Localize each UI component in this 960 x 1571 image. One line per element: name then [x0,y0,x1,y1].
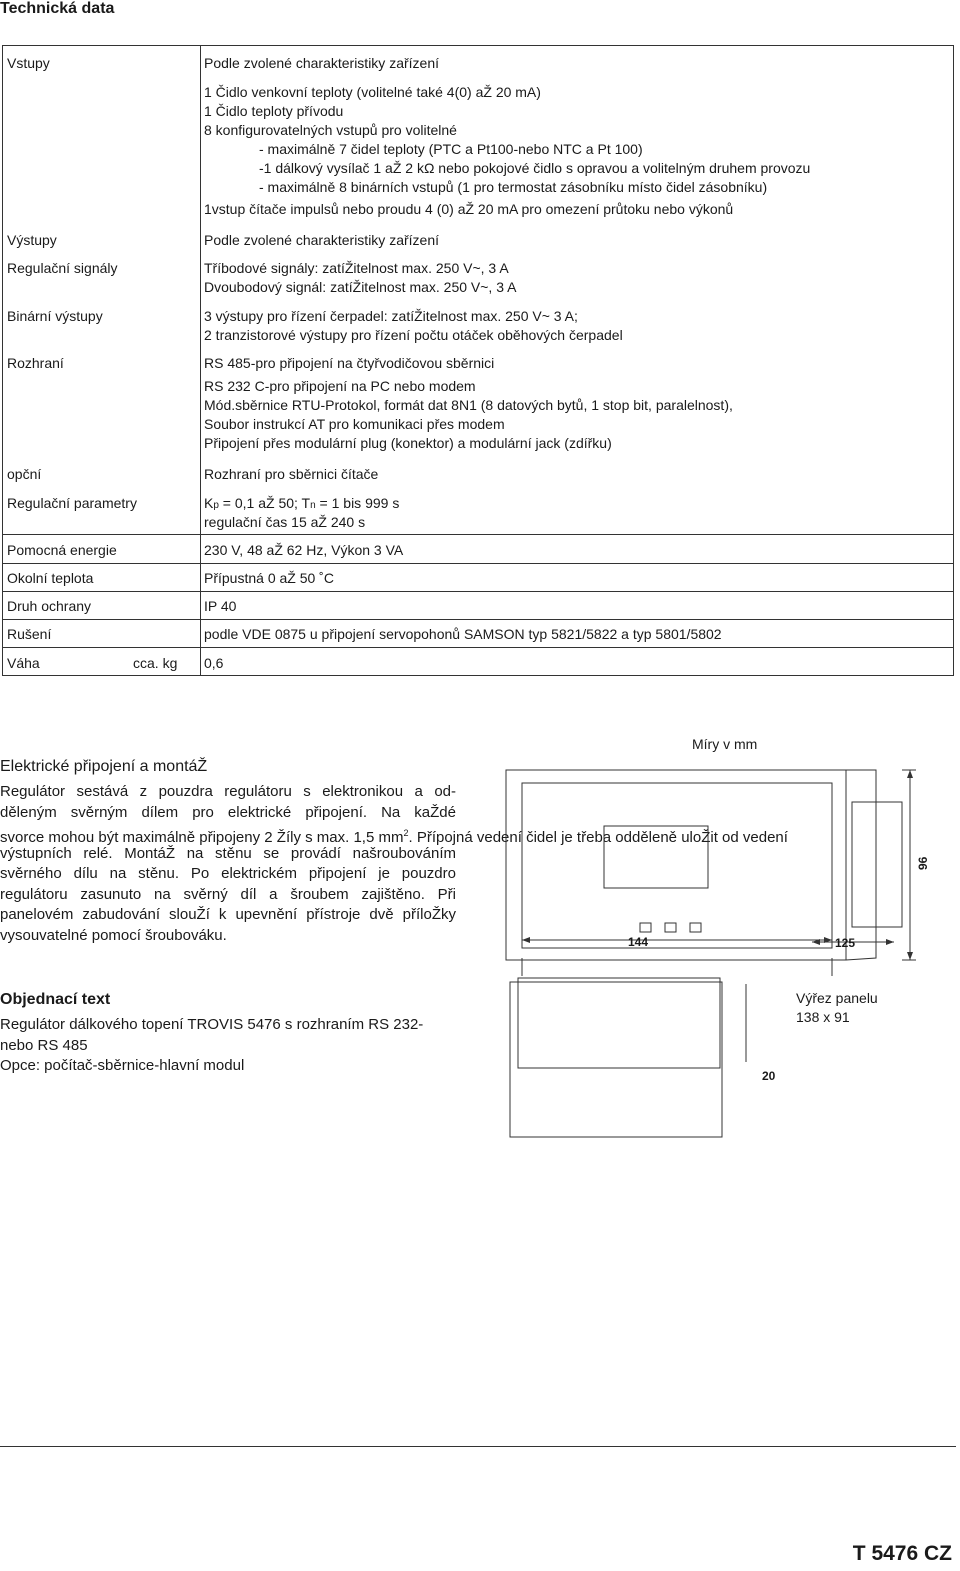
value-line: RS 232 C-pro připojení na PC nebo modem [204,378,476,394]
value-rozhrani [204,354,733,453]
label-binarni-vystupy: Binární výstupy [7,308,103,324]
paragraph-line: výstupních relé. MontáŽ na stěnu se provádí našroubováním [0,844,456,862]
front-button [640,923,651,932]
front-button [690,923,701,932]
paragraph-line: panelovém zabudování slouŽí k upevnění přístroje dvě příloŽky [0,906,456,923]
label-ruseni: Rušení [7,626,52,642]
row-divider [3,591,953,592]
display-window [604,826,708,888]
value-regulacni-parametry [204,494,399,532]
label-pomocna-energie: Pomocná energie [7,542,117,558]
label-opcni: opční [7,466,42,482]
label-regulacni-parametry: Regulační parametry [7,495,137,511]
value-line: 1vstup čítače impulsů nebo proudu 4 (0) aŽ 20 mA pro omezení průtoku nebo výkonů [204,201,734,217]
units-label: Míry v mm [692,736,758,752]
value-regulacni-signaly [204,259,516,297]
value-binarni-vystupy [204,307,623,345]
value-line: Tříbodové signály: zatíŽitelnost max. 250 V~, 3 A [204,260,509,276]
order-title: Objednací text [0,991,111,1008]
row-divider [3,563,953,564]
value-line: 8 konfigurovatelných vstupů pro volitelné [204,122,457,138]
label-rozhrani: Rozhraní [7,355,64,371]
paragraph-line-text: svorce mohou být maximálně připojeny 2 Žíly s max. 1,5 mm [0,829,404,846]
panel-rect [510,982,722,1137]
value-line: Přípustná 0 aŽ 50 ˚C [204,570,334,586]
value-line: 2 tranzistorové výstupy pro řízení počtu otáček oběhových čerpadel [204,327,623,343]
column-separator [200,46,201,675]
arrow-head [886,939,894,945]
value-vaha [204,654,223,673]
arrow-head [907,952,913,960]
value-line: - maximálně 7 čidel teploty (PTC a Pt100-nebo NTC a Pt 100) [259,141,643,157]
label-okolni-teplota: Okolní teplota [7,570,94,586]
value-ruseni [204,625,722,644]
row-divider [3,534,953,535]
label-vaha: Váha [7,655,40,671]
label-vystupy: Výstupy [7,232,57,248]
superscript: 2 [403,828,409,838]
value-line: Rozhraní pro sběrnici čítače [204,466,379,482]
value-line-kp-tn [204,494,399,513]
dim-96: 96 [916,856,930,870]
order-paragraph [0,1015,460,1077]
value-pomocna-energie [204,541,403,560]
arrow-head [522,937,530,943]
value-vstupy [204,54,810,219]
cutout-value: 138 x 91 [796,1009,850,1025]
value-line: Podle zvolené charakteristiky zařízení [204,55,439,71]
kp-text: = 0,1 aŽ 50; T [218,495,311,511]
paragraph-line: vysouvatelné pomocí šroubováku. [0,926,227,944]
side-view-flange [846,770,876,960]
footer-rule [0,1446,956,1447]
paragraph-line-with-sup [0,823,788,846]
value-line: - maximálně 8 binárních vstupů (1 pro termostat zásobníku místo čidel zásobníku) [259,179,768,195]
row-divider [3,619,953,620]
value-line: 1 Čidlo teploty přívodu [204,103,344,119]
dim-20: 20 [762,1069,776,1083]
paragraph-line: Regulátor sestává z pouzdra regulátoru s elektronikou a od- [0,783,456,800]
technical-data-table [2,45,954,676]
paragraph-line: Regulátor dálkového topení TROVIS 5476 s rozhraním RS 232- [0,1016,424,1033]
paragraph-line: děleným svěrným dílem pro elektrické připojení. Na kaŽdé [0,803,456,821]
dimension-drawing [480,730,950,1140]
panel-cutout [518,978,720,1068]
paragraph-line: svěrného dílu na stěnu. Po elektrickém připojení je pouzdro [0,865,456,882]
value-line: 230 V, 48 aŽ 62 Hz, Výkon 3 VA [204,542,404,558]
row-divider [3,647,953,648]
label-regulacni-signaly: Regulační signály [7,260,118,276]
value-line: Připojení přes modulární plug (konektor) a modulární jack (zdířku) [204,435,612,451]
value-okolni-teplota [204,569,334,588]
paragraph-line: regulátoru zasunuto na svěrný díl a šroubem zajištěno. Při [0,885,456,903]
page-title: Technická data [0,0,115,17]
paragraph-line: nebo RS 485 [0,1036,88,1054]
value-vystupy [204,231,439,250]
paragraph-line-text: . Přípojná vedení čidel je třeba odděleně uloŽit od vedení [408,829,788,846]
tn-text: = 1 bis 999 s [315,495,400,511]
document-code: T 5476 CZ [852,1542,952,1565]
value-line: IP 40 [204,598,237,614]
dim-125: 125 [835,936,856,950]
electrical-title: Elektrické připojení a montáŽ [0,758,208,775]
cutout-label: Výřez panelu [796,990,878,1006]
paragraph-line: Opce: počítač-sběrnice-hlavní modul [0,1057,245,1074]
value-druh-ochrany [204,597,236,616]
housing-front [522,783,832,948]
kp-symbol: K [204,495,214,511]
value-line: Soubor instrukcí AT pro komunikaci přes modem [204,416,505,432]
value-line: podle VDE 0875 u připojení servopohonů SAMSON typ 5821/5822 a typ 5801/5802 [204,626,722,642]
value-opcni [204,465,378,484]
value-line: Dvoubodový signál: zatíŽitelnost max. 250 V~, 3 A [204,279,517,295]
value-line: RS 485-pro připojení na čtyřvodičovou sběrnici [204,355,495,371]
value-line: 1 Čidlo venkovní teploty (volitelné také 4(0) aŽ 20 mA) [204,84,541,100]
front-button [665,923,676,932]
dim-144: 144 [628,935,649,949]
arrow-head [907,770,913,778]
value-line: 3 výstupy pro řízení čerpadel: zatíŽitelnost max. 250 V~ 3 A; [204,308,578,324]
value-line: -1 dálkový vysílač 1 aŽ 2 kΩ nebo pokojové čidlo s opravou a volitelným druhem provozu [259,160,811,176]
value-line: Mód.sběrnice RTU-Protokol, formát dat 8N1 (8 datových bytů, 1 stop bit, paralelnost), [204,397,733,413]
value-line: Podle zvolené charakteristiky zařízení [204,232,439,248]
value-line: regulační čas 15 aŽ 240 s [204,514,366,530]
value-line: 0,6 [204,655,224,671]
vaha-unit: cca. kg [133,655,178,671]
side-view-body [852,802,902,927]
label-vstupy: Vstupy [7,55,50,71]
label-druh-ochrany: Druh ochrany [7,598,92,614]
kp-subscript: p [213,500,219,511]
tn-subscript: n [310,500,316,511]
